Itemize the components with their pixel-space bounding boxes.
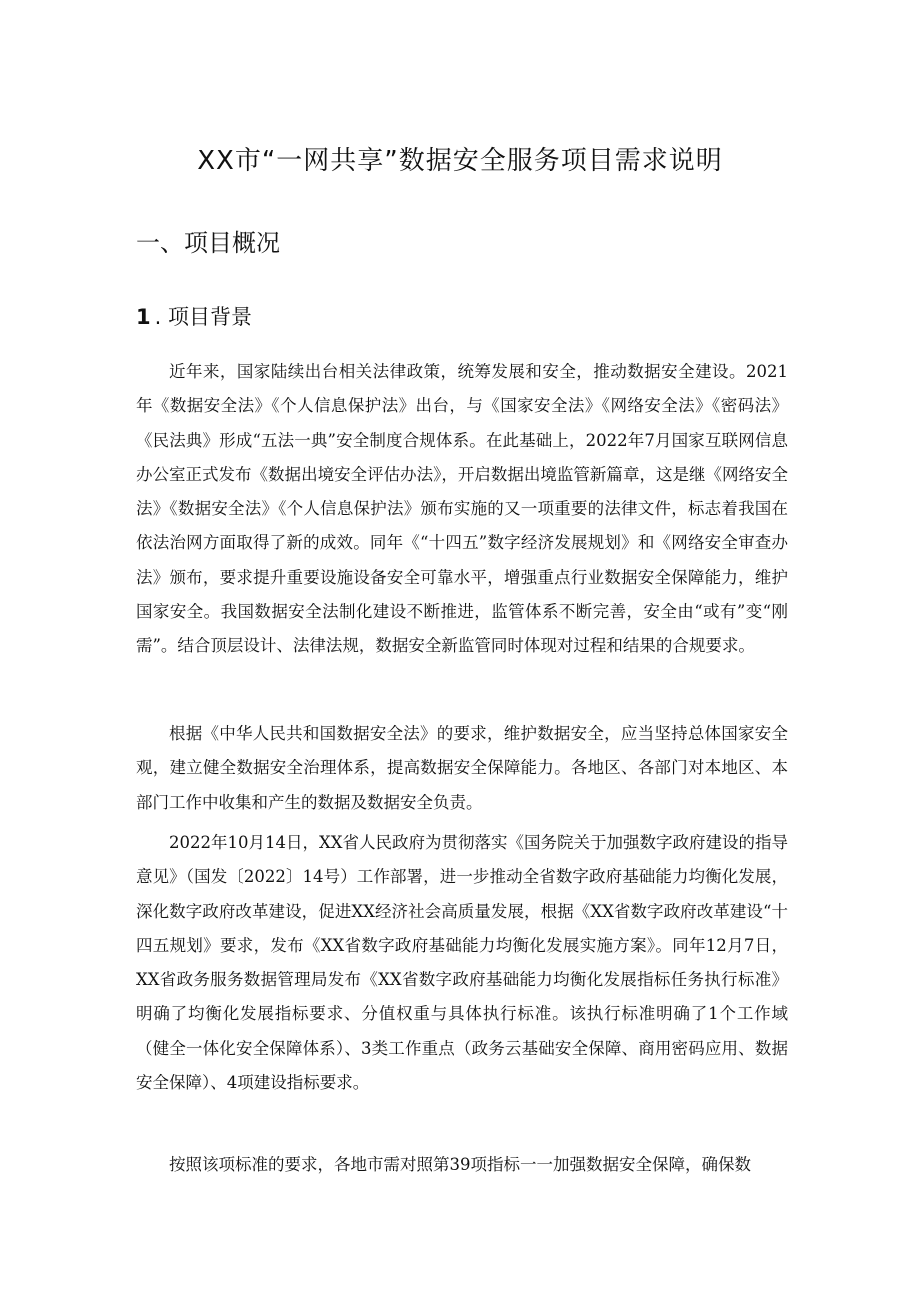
- subsection-label: . 项目背景: [154, 305, 252, 329]
- document-title: XX市“一网共享”数据安全服务项目需求说明: [197, 146, 723, 176]
- paragraph-background-laws: 近年来，国家陆续出台相关法律政策，统筹发展和安全，推动数据安全建设。2021年《数据安全法》《个人信息保护法》出台，与《国家安全法》《网络安全法》《密码法》《民法典》形成“五法一典”安全制度合规体系。在此基础上，2022年7月国家互联网信息办公室正式发布《数据出境安全评估办法》，开启数据出境监管新篇章，这是继《网络安全法》《数据安全法》《个人信息保护法》颁布实施的又一项重要的法律文件，标志着我国在依法治网方面取得了新的成效。同年《“十四五”数字经济发展规划》和《网络安全审查办法》颁布，要求提升重要设施设备安全可靠水平，增强重点行业数据安全保障能力，维护国家安全。我国数据安全法制化建设不断推进，监管体系不断完善，安全由“或有”变“刚需”。结合顶层设计、法律法规，数据安全新监管同时体现对过程和结果的合规要求。: [136, 362, 788, 656]
- paragraph-data-security-law: 根据《中华人民共和国数据安全法》的要求，维护数据安全，应当坚持总体国家安全观，建立健全数据安全治理体系，提高数据安全保障能力。各地区、各部门对本地区、本部门工作中收集和产生的数据及数据安全负责。: [136, 724, 788, 812]
- subsection-heading: [136, 302, 252, 332]
- paragraph-requirements: 按照该项标准的要求，各地市需对照第39项指标一一加强数据安全保障，确保数: [169, 1155, 751, 1174]
- paragraph-provincial-standard: 2022年10月14日，XX省人民政府为贯彻落实《国务院关于加强数字政府建设的指导意见》（国发〔2022〕14号）工作部署，进一步推动全省数字政府基础能力均衡化发展，深化数字政府改革建设，促进XX经济社会高质量发展，根据《XX省数字政府改革建设“十四五规划》要求，发布《XX省数字政府基础能力均衡化发展实施方案》。同年12月7日，XX省政务服务数据管理局发布《XX省数字政府基础能力均衡化发展指标任务执行标准》明确了均衡化发展指标要求、分值权重与具体执行标准。该执行标准明确了1个工作域（健全一体化安全保障体系）、3类工作重点（政务云基础安全保障、商用密码应用、数据安全保障）、4项建设指标要求。: [136, 833, 788, 1093]
- subsection-number: 1: [136, 305, 151, 329]
- section-heading: 一、项目概况: [136, 229, 280, 257]
